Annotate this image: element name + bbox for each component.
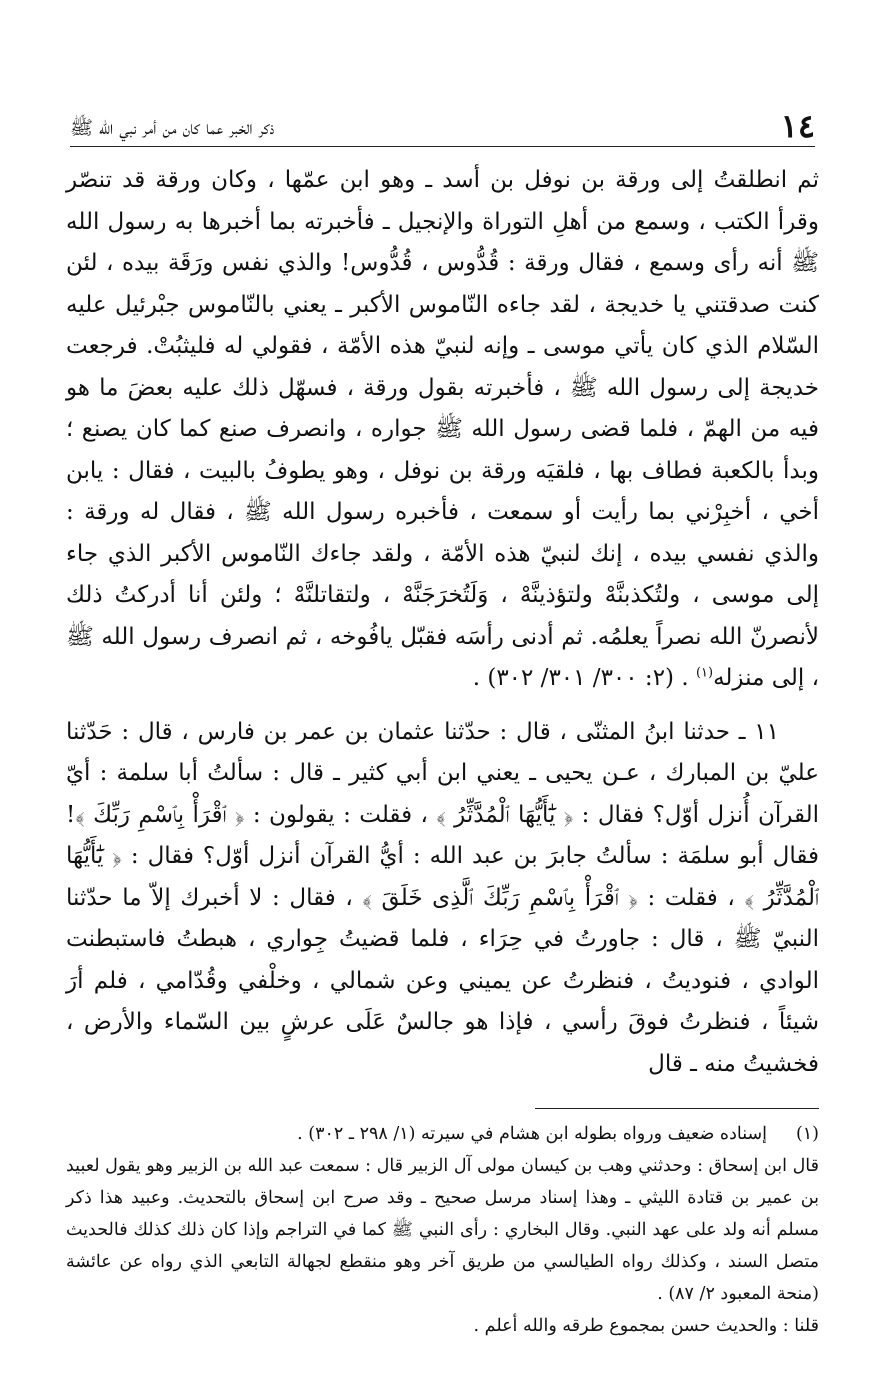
- footnote-1-text: إسناده ضعيف ورواه بطوله ابن هشام في سيرته (١/ ٢٩٨ ـ ٣٠٢) .: [297, 1124, 767, 1144]
- footnote-1: [66, 1118, 819, 1150]
- paragraph-1-text: ثم انطلقتُ إلى ورقة بن نوفل بن أسد ـ وهو ابن عمّها ، وكان ورقة قد تنصّر وقرأ الكتب ، وسمع من أهلِ التوراة والإنجيل ـ فأخبرته بما أخبرها به رسول الله ﷺ أنه رأى وسمع ، فقال ورقة : قُدُّوس ، قُدُّوس! والذي نفس ورَقَة بيده ، لئن كنت صدقتني يا خديجة ، لقد جاءه النّاموس الأكبر ـ يعني بالنّاموس جبْرئيل عليه السّلام الذي كان يأتي موسى ـ وإنه لنبيّ هذه الأمّة ، فقولي له فليثبُتْ. فرجعت خديجة إلى رسول الله ﷺ ، فأخبرته بقول ورقة ، فسهّل ذلك عليه بعضَ ما هو فيه من الهمّ ، فلما قضى رسول الله ﷺ جواره ، وانصرف صنع كما كان يصنع ؛ وبدأ بالكعبة فطاف بها ، فلقيَه ورقة بن نوفل ، وهو يطوفُ بالبيت ، فقال : يابن أخي ، أخبِرْني بما رأيت أو سمعت ، فأخبره رسول الله ﷺ ، فقال له ورقة : والذي نفسي بيده ، إنك لنبيّ هذه الأمّة ، ولقد جاءك النّاموس الأكبر الذي جاء إلى موسى ، ولتُكذبنَّهْ ولتؤذينَّهْ ، وَلَتُخرَجَنَّهْ ، ولتقاتلنَّهْ ؛ ولئن أنا أدركتُ ذلك لأنصرنّ الله نصراً يعلمُه. ثم أدنى رأسَه فقبّل يافُوخه ، ثم انصرف رسول الله ﷺ ، إلى منزله: [66, 167, 819, 691]
- main-text: [66, 160, 819, 1085]
- paragraph-1-citation: . (٢: ٣٠٠/ ٣٠١/ ٣٠٢) .: [472, 665, 696, 691]
- paragraph-2: [66, 712, 819, 1086]
- page-header: [70, 92, 815, 145]
- footnotes: [66, 1118, 819, 1342]
- footnote-divider: [535, 1108, 819, 1109]
- header-divider: [70, 146, 815, 147]
- page-number: ١٤: [780, 107, 815, 145]
- paragraph-2-text: ١١ ـ حدثنا ابنُ المثنّى ، قال : حدّثنا عثمان بن عمر بن فارس ، قال : حَدّثنا عليّ بن المبارك ، عـن يحيى ـ يعني ابن أبي كثير ـ قال : سألتُ أبا سلمة : أيّ القرآن أُنزل أوّل؟ فقال : ﴿ يَٰٓأَيُّهَا ٱلْمُدَّثِّرُ ﴾ ، فقلت : يقولون : ﴿ ٱقْرَأْ بِٱسْمِ رَبِّكَ ﴾! فقال أبو سلمَة : سألتُ جابرَ بن عبد الله : أيُّ القرآن أنزل أوّل؟ فقال : ﴿ يَٰٓأَيُّهَا ٱلْمُدَّثِّرُ ﴾ ، فقلت : ﴿ ٱقْرَأْ بِٱسْمِ رَبِّكَ ٱلَّذِى خَلَقَ ﴾ ، فقال : لا أخبرك إلاّ ما حدّثنا النبيّ ﷺ ، قال : جاورتُ في حِرَاء ، فلما قضيتُ جِواري ، هبطتُ فاستبطنت الوادي ، فنوديتُ ، فنظرتُ عن يميني وعن شمالي ، وخلْفي وقُدّامي ، فلم أرَ شيئاً ، فنظرتُ فوقَ رأسي ، فإذا هو جالسٌ عَلَى عرشٍ بين السّماء والأرض ، فخشيتُ منه ـ قال: [66, 718, 819, 1077]
- paragraph-1: [66, 160, 819, 700]
- footnote-conclusion: قلنا : والحديث حسن بمجموع طرقه والله أعلم .: [473, 1316, 819, 1336]
- running-title: ذكر الخبر عما كان من أمر نبي الله ﷺ: [70, 117, 275, 139]
- footnote-marker: (١): [795, 1124, 819, 1144]
- footnote-reference: (١): [695, 665, 714, 681]
- footnote-commentary: قال ابن إسحاق : وحدثني وهب بن كيسان مولى آل الزبير قال : سمعت عبد الله بن الزبير وهو يقول لعبيد بن عمير بن قتادة الليثي ـ وهذا إسناد مرسل صحيح ـ وقد صرح ابن إسحاق بالتحديث. وعبيد هذا ذكر مسلم أنه ولد على عهد النبي. وقال البخاري : رأى النبي ﷺ كما في التراجم وإذا كان ذلك كذلك فالحديث متصل السند ، وكذلك رواه الطيالسي من طريق آخر وهو منقطع لجهالة التابعي الذي رواه عن عائشة (منحة المعبود ٢/ ٨٧) .: [66, 1156, 819, 1304]
